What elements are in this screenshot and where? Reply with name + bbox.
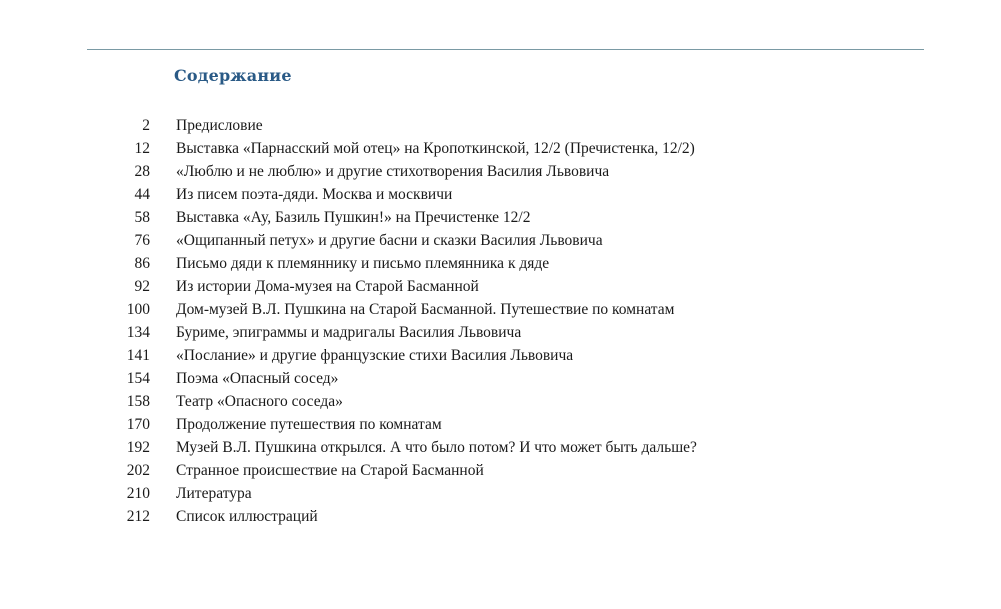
toc-entry[interactable] [0,298,1001,321]
toc-entry-title: Странное происшествие на Старой Басманной [176,462,484,479]
toc-page-number: 154 [126,370,150,387]
toc-page-number: 210 [126,485,150,502]
toc-entry[interactable] [0,344,1001,367]
toc-entry-title: Поэма «Опасный сосед» [176,370,339,387]
toc-entry-title: «Послание» и другие французские стихи Василия Львовича [176,347,574,364]
toc-entry[interactable] [0,137,1001,160]
toc-entry[interactable] [0,114,1001,137]
toc-page-number: 58 [134,209,150,226]
toc-page-number: 92 [134,278,150,295]
toc-page-number: 86 [134,255,150,272]
toc-entry[interactable] [0,275,1001,298]
toc-page-number: 192 [126,439,150,456]
toc-page-number: 158 [126,393,150,410]
toc-entry[interactable] [0,390,1001,413]
toc-entry[interactable] [0,482,1001,505]
toc-entry[interactable] [0,367,1001,390]
toc-entry-title: Выставка «Парнасский мой отец» на Кропоткинской, 12/2 (Пречистенка, 12/2) [176,140,695,157]
toc-entry-title: Из истории Дома-музея на Старой Басманной [176,278,479,295]
toc-entry[interactable] [0,413,1001,436]
toc-page-number: 134 [126,324,150,341]
toc-entry-title: Литература [176,485,252,502]
toc-entry-title: Из писем поэта-дяди. Москва и москвичи [176,186,453,203]
toc-entry[interactable] [0,505,1001,528]
toc-entry[interactable] [0,252,1001,275]
toc-page-number: 100 [126,301,150,318]
toc-page-number: 170 [126,416,150,433]
toc-entry-title: Дом-музей В.Л. Пушкина на Старой Басманной. Путешествие по комнатам [176,301,675,318]
toc-entry-title: Буриме, эпиграммы и мадригалы Василия Львовича [176,324,522,341]
toc-entry-title: Письмо дяди к племяннику и письмо племянника к дяде [176,255,550,272]
toc-page-number: 12 [134,140,150,157]
toc-entry[interactable] [0,459,1001,482]
toc-page-number: 28 [134,163,150,180]
top-divider [87,49,924,50]
toc-entry-title: Театр «Опасного соседа» [176,393,343,410]
toc-page-number: 2 [142,117,150,134]
toc-entry-title: Список иллюстраций [176,508,318,525]
toc-entry-title: Продолжение путешествия по комнатам [176,416,442,433]
toc-entry-title: Выставка «Ау, Базиль Пушкин!» на Пречистенке 12/2 [176,209,531,226]
toc-entry-title: «Люблю и не люблю» и другие стихотворения Василия Львовича [176,163,610,180]
toc-entry[interactable] [0,321,1001,344]
toc-page-number: 44 [134,186,150,203]
toc-entry-title: Музей В.Л. Пушкина открылся. А что было потом? И что может быть дальше? [176,439,697,456]
table-of-contents [0,114,1001,528]
toc-entry[interactable] [0,206,1001,229]
toc-entry-title: Предисловие [176,117,263,134]
page-title: Содержание [174,66,292,85]
toc-entry[interactable] [0,160,1001,183]
toc-page-number: 141 [126,347,150,364]
toc-entry-title: «Ощипанный петух» и другие басни и сказки Василия Львовича [176,232,603,249]
toc-page-number: 202 [126,462,150,479]
toc-entry[interactable] [0,229,1001,252]
toc-page-number: 212 [126,508,150,525]
toc-entry[interactable] [0,436,1001,459]
toc-page-number: 76 [134,232,150,249]
toc-entry[interactable] [0,183,1001,206]
